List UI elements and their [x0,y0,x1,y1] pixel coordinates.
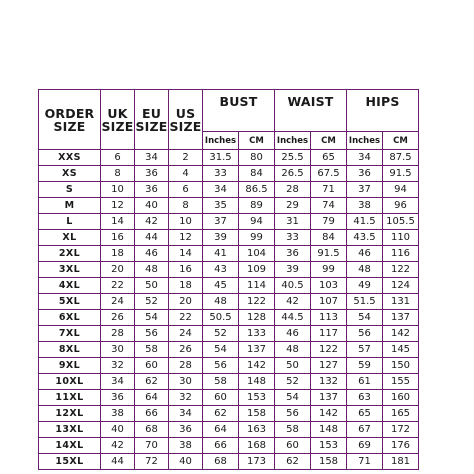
uk-size-cell: 38 [101,406,135,422]
size-chart-table [38,89,419,470]
us-size-cell: 2 [169,150,203,166]
us-size-cell: 28 [169,358,203,374]
bust-cm-cell: 114 [239,278,275,294]
bust-inches-cell: 54 [203,342,239,358]
eu-size-cell: 44 [135,230,169,246]
bust-inches-cell: 56 [203,358,239,374]
waist-cm-cell: 74 [311,198,347,214]
hips-inches-cell: 37 [347,182,383,198]
table-row [39,390,419,406]
size-cell: 13XL [39,422,101,438]
waist-cm-cell: 71 [311,182,347,198]
hips-inches-cell: 34 [347,150,383,166]
hips-inches-cell: 38 [347,198,383,214]
uk-size-cell: 28 [101,326,135,342]
subheader-waist-inches: Inches [275,132,311,150]
bust-inches-cell: 48 [203,294,239,310]
bust-inches-cell: 66 [203,438,239,454]
hips-cm-cell: 176 [383,438,419,454]
uk-size-cell: 44 [101,454,135,470]
header-order-size [39,90,101,150]
subheader-hips-cm: CM [383,132,419,150]
waist-cm-cell: 117 [311,326,347,342]
header-uk-size-line1: UK [107,105,128,121]
us-size-cell: 16 [169,262,203,278]
hips-inches-cell: 54 [347,310,383,326]
us-size-cell: 10 [169,214,203,230]
table-row [39,230,419,246]
eu-size-cell: 34 [135,150,169,166]
uk-size-cell: 8 [101,166,135,182]
uk-size-cell: 22 [101,278,135,294]
table-row [39,406,419,422]
bust-inches-cell: 68 [203,454,239,470]
waist-inches-cell: 62 [275,454,311,470]
us-size-cell: 30 [169,374,203,390]
table-row [39,150,419,166]
table-row [39,374,419,390]
size-cell: 10XL [39,374,101,390]
uk-size-cell: 24 [101,294,135,310]
uk-size-cell: 34 [101,374,135,390]
bust-inches-cell: 58 [203,374,239,390]
hips-inches-cell: 56 [347,326,383,342]
size-cell: 15XL [39,454,101,470]
table-row [39,326,419,342]
bust-inches-cell: 60 [203,390,239,406]
hips-cm-cell: 116 [383,246,419,262]
hips-cm-cell: 181 [383,454,419,470]
hips-cm-cell: 96 [383,198,419,214]
bust-cm-cell: 153 [239,390,275,406]
uk-size-cell: 20 [101,262,135,278]
header-uk-size-line2: SIZE [101,118,134,134]
eu-size-cell: 52 [135,294,169,310]
size-cell: 11XL [39,390,101,406]
uk-size-cell: 18 [101,246,135,262]
waist-inches-cell: 39 [275,262,311,278]
size-cell: XS [39,166,101,182]
eu-size-cell: 66 [135,406,169,422]
uk-size-cell: 30 [101,342,135,358]
size-cell: L [39,214,101,230]
waist-cm-cell: 137 [311,390,347,406]
eu-size-cell: 68 [135,422,169,438]
waist-cm-cell: 99 [311,262,347,278]
waist-cm-cell: 122 [311,342,347,358]
hips-cm-cell: 87.5 [383,150,419,166]
us-size-cell: 34 [169,406,203,422]
bust-cm-cell: 173 [239,454,275,470]
waist-cm-cell: 79 [311,214,347,230]
waist-inches-cell: 56 [275,406,311,422]
bust-cm-cell: 109 [239,262,275,278]
waist-inches-cell: 54 [275,390,311,406]
bust-inches-cell: 43 [203,262,239,278]
header-bust: BUST [203,90,275,132]
header-eu-size [135,90,169,150]
bust-cm-cell: 86.5 [239,182,275,198]
bust-inches-cell: 37 [203,214,239,230]
us-size-cell: 4 [169,166,203,182]
bust-inches-cell: 35 [203,198,239,214]
uk-size-cell: 14 [101,214,135,230]
hips-inches-cell: 46 [347,246,383,262]
hips-inches-cell: 71 [347,454,383,470]
hips-inches-cell: 41.5 [347,214,383,230]
size-cell: 12XL [39,406,101,422]
uk-size-cell: 32 [101,358,135,374]
hips-inches-cell: 57 [347,342,383,358]
waist-inches-cell: 31 [275,214,311,230]
bust-cm-cell: 128 [239,310,275,326]
bust-inches-cell: 33 [203,166,239,182]
bust-cm-cell: 148 [239,374,275,390]
hips-inches-cell: 48 [347,262,383,278]
eu-size-cell: 36 [135,182,169,198]
hips-inches-cell: 67 [347,422,383,438]
waist-inches-cell: 42 [275,294,311,310]
bust-cm-cell: 104 [239,246,275,262]
eu-size-cell: 46 [135,246,169,262]
size-cell: 7XL [39,326,101,342]
bust-cm-cell: 80 [239,150,275,166]
header-hips: HIPS [347,90,419,132]
hips-cm-cell: 91.5 [383,166,419,182]
eu-size-cell: 36 [135,166,169,182]
size-cell: 2XL [39,246,101,262]
bust-cm-cell: 137 [239,342,275,358]
bust-inches-cell: 45 [203,278,239,294]
us-size-cell: 32 [169,390,203,406]
size-cell: 8XL [39,342,101,358]
hips-cm-cell: 105.5 [383,214,419,230]
uk-size-cell: 10 [101,182,135,198]
size-cell: 4XL [39,278,101,294]
waist-cm-cell: 148 [311,422,347,438]
bust-inches-cell: 34 [203,182,239,198]
table-row [39,310,419,326]
waist-inches-cell: 25.5 [275,150,311,166]
waist-inches-cell: 29 [275,198,311,214]
waist-cm-cell: 132 [311,374,347,390]
waist-inches-cell: 48 [275,342,311,358]
hips-cm-cell: 150 [383,358,419,374]
bust-cm-cell: 163 [239,422,275,438]
header-eu-size-line2: SIZE [135,118,168,134]
size-cell: 5XL [39,294,101,310]
eu-size-cell: 54 [135,310,169,326]
table-row [39,182,419,198]
size-cell: S [39,182,101,198]
waist-cm-cell: 67.5 [311,166,347,182]
waist-cm-cell: 91.5 [311,246,347,262]
bust-inches-cell: 64 [203,422,239,438]
subheader-bust-cm: CM [239,132,275,150]
size-cell: XL [39,230,101,246]
us-size-cell: 20 [169,294,203,310]
uk-size-cell: 40 [101,422,135,438]
bust-cm-cell: 133 [239,326,275,342]
waist-inches-cell: 33 [275,230,311,246]
hips-cm-cell: 94 [383,182,419,198]
eu-size-cell: 50 [135,278,169,294]
us-size-cell: 36 [169,422,203,438]
size-cell: XXS [39,150,101,166]
header-us-size-line2: SIZE [169,118,202,134]
subheader-bust-inches: Inches [203,132,239,150]
bust-inches-cell: 41 [203,246,239,262]
hips-inches-cell: 49 [347,278,383,294]
waist-cm-cell: 113 [311,310,347,326]
waist-inches-cell: 58 [275,422,311,438]
hips-cm-cell: 137 [383,310,419,326]
hips-cm-cell: 160 [383,390,419,406]
uk-size-cell: 6 [101,150,135,166]
hips-cm-cell: 165 [383,406,419,422]
size-cell: 9XL [39,358,101,374]
uk-size-cell: 26 [101,310,135,326]
hips-inches-cell: 69 [347,438,383,454]
bust-inches-cell: 39 [203,230,239,246]
us-size-cell: 38 [169,438,203,454]
uk-size-cell: 16 [101,230,135,246]
header-us-size [169,90,203,150]
bust-cm-cell: 99 [239,230,275,246]
us-size-cell: 26 [169,342,203,358]
waist-cm-cell: 103 [311,278,347,294]
hips-cm-cell: 155 [383,374,419,390]
eu-size-cell: 58 [135,342,169,358]
bust-inches-cell: 62 [203,406,239,422]
eu-size-cell: 72 [135,454,169,470]
size-chart-body [39,150,419,470]
us-size-cell: 18 [169,278,203,294]
uk-size-cell: 42 [101,438,135,454]
table-row [39,438,419,454]
hips-inches-cell: 59 [347,358,383,374]
waist-inches-cell: 36 [275,246,311,262]
us-size-cell: 8 [169,198,203,214]
header-us-size-line1: US [175,105,196,121]
waist-cm-cell: 158 [311,454,347,470]
waist-cm-cell: 142 [311,406,347,422]
size-cell: 6XL [39,310,101,326]
table-row [39,454,419,470]
size-cell: 14XL [39,438,101,454]
table-row [39,278,419,294]
waist-inches-cell: 50 [275,358,311,374]
eu-size-cell: 64 [135,390,169,406]
waist-inches-cell: 40.5 [275,278,311,294]
bust-cm-cell: 158 [239,406,275,422]
hips-cm-cell: 172 [383,422,419,438]
waist-inches-cell: 26.5 [275,166,311,182]
waist-cm-cell: 127 [311,358,347,374]
us-size-cell: 22 [169,310,203,326]
us-size-cell: 24 [169,326,203,342]
bust-cm-cell: 89 [239,198,275,214]
header-uk-size [101,90,135,150]
hips-inches-cell: 43.5 [347,230,383,246]
hips-cm-cell: 131 [383,294,419,310]
subheader-hips-inches: Inches [347,132,383,150]
table-row [39,198,419,214]
hips-cm-cell: 110 [383,230,419,246]
hips-inches-cell: 63 [347,390,383,406]
waist-inches-cell: 60 [275,438,311,454]
waist-inches-cell: 46 [275,326,311,342]
eu-size-cell: 70 [135,438,169,454]
bust-cm-cell: 94 [239,214,275,230]
hips-inches-cell: 61 [347,374,383,390]
us-size-cell: 12 [169,230,203,246]
uk-size-cell: 36 [101,390,135,406]
us-size-cell: 14 [169,246,203,262]
bust-inches-cell: 52 [203,326,239,342]
eu-size-cell: 40 [135,198,169,214]
bust-inches-cell: 50.5 [203,310,239,326]
hips-cm-cell: 122 [383,262,419,278]
bust-cm-cell: 84 [239,166,275,182]
header-waist: WAIST [275,90,347,132]
hips-inches-cell: 51.5 [347,294,383,310]
uk-size-cell: 12 [101,198,135,214]
table-row [39,342,419,358]
eu-size-cell: 60 [135,358,169,374]
table-row [39,166,419,182]
eu-size-cell: 56 [135,326,169,342]
table-row [39,262,419,278]
bust-cm-cell: 168 [239,438,275,454]
eu-size-cell: 48 [135,262,169,278]
eu-size-cell: 42 [135,214,169,230]
bust-cm-cell: 122 [239,294,275,310]
header-order-size-line2: SIZE [53,118,86,134]
header-eu-size-line1: EU [141,105,162,121]
waist-cm-cell: 84 [311,230,347,246]
hips-cm-cell: 124 [383,278,419,294]
waist-cm-cell: 153 [311,438,347,454]
table-row [39,294,419,310]
us-size-cell: 40 [169,454,203,470]
waist-inches-cell: 52 [275,374,311,390]
header-order-size-line1: ORDER [44,105,95,121]
table-row [39,246,419,262]
table-row [39,358,419,374]
size-cell: 3XL [39,262,101,278]
waist-inches-cell: 44.5 [275,310,311,326]
us-size-cell: 6 [169,182,203,198]
hips-cm-cell: 145 [383,342,419,358]
size-cell: M [39,198,101,214]
bust-inches-cell: 31.5 [203,150,239,166]
hips-inches-cell: 36 [347,166,383,182]
hips-cm-cell: 142 [383,326,419,342]
table-row [39,214,419,230]
eu-size-cell: 62 [135,374,169,390]
table-row [39,422,419,438]
subheader-waist-cm: CM [311,132,347,150]
bust-cm-cell: 142 [239,358,275,374]
waist-cm-cell: 107 [311,294,347,310]
hips-inches-cell: 65 [347,406,383,422]
waist-cm-cell: 65 [311,150,347,166]
waist-inches-cell: 28 [275,182,311,198]
